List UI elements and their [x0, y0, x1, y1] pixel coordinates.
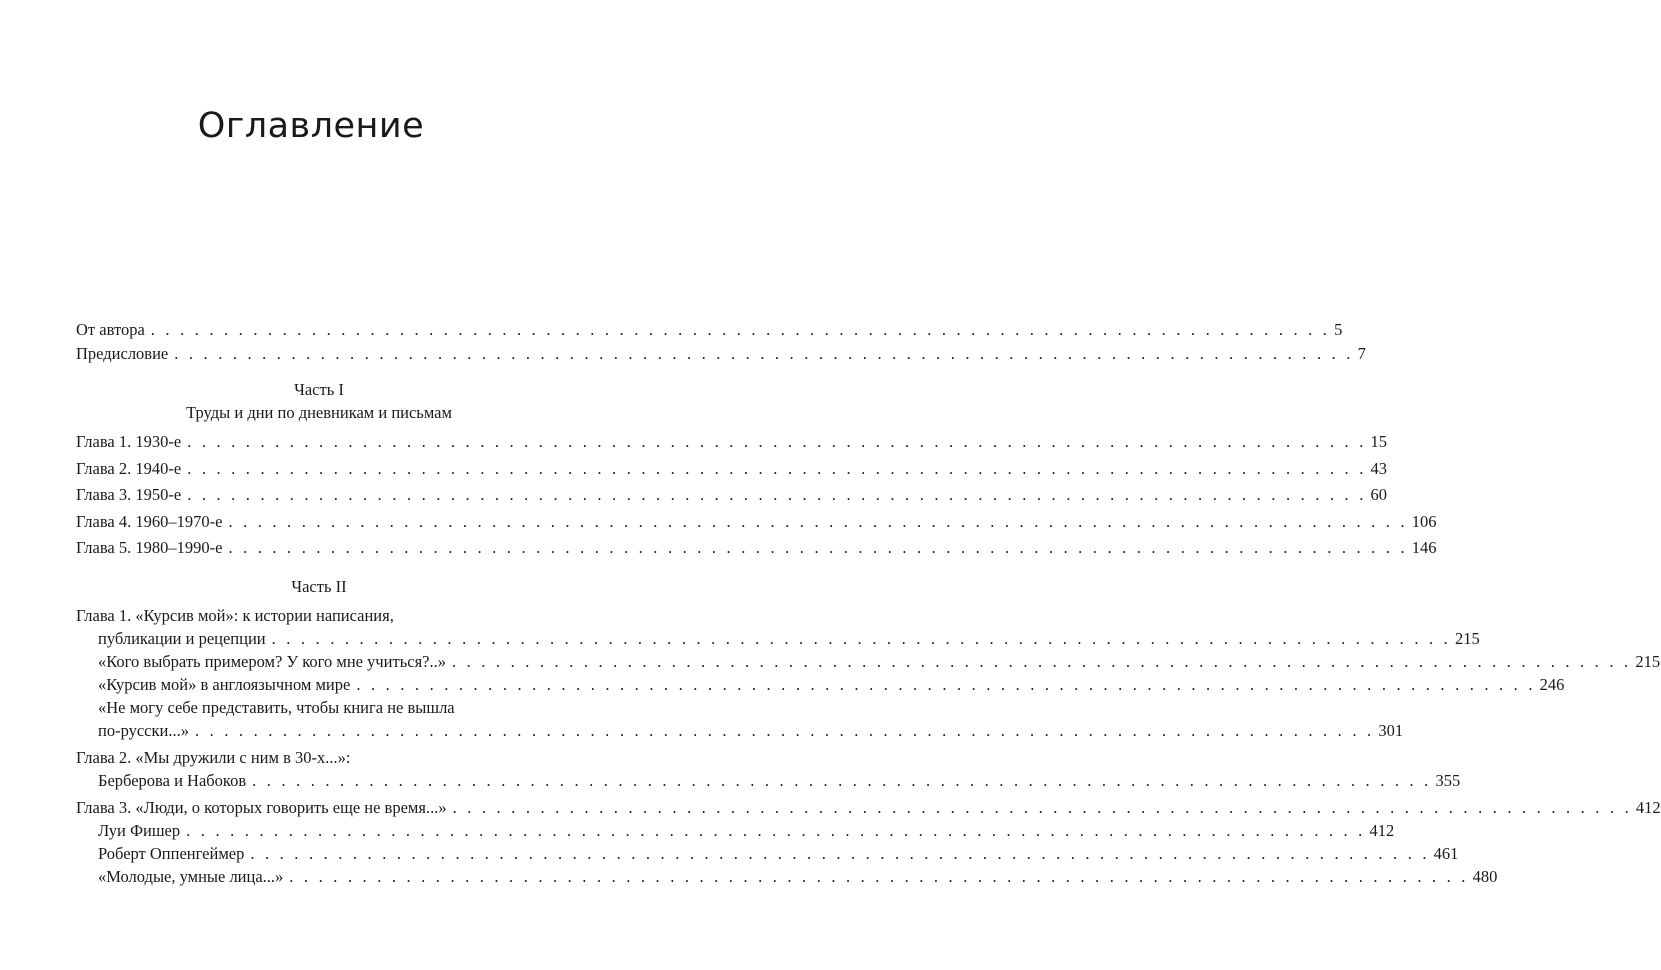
toc-entry-label: Берберова и Набоков [98, 771, 247, 790]
toc-entry-page: 15 [1370, 432, 1388, 451]
toc-entry-page: 215 [1635, 652, 1661, 671]
leader-dots: . . . . . . . . . . . . . . . . . . . . . . . . . . . . . . . . . . . . . . . . . . . . . . . . . . . . . . . . . . . . . . . . . . . . . . . . . . . . . . . . . [252, 771, 1432, 790]
leader-dots: . . . . . . . . . . . . . . . . . . . . . . . . . . . . . . . . . . . . . . . . . . . . . . . . . . . . . . . . . . . . . . . . . . . . . . . . . . . . . . . . . [187, 432, 1367, 451]
toc-entry-page: 146 [1411, 538, 1437, 557]
toc-entry-page: 215 [1454, 629, 1480, 648]
toc-entry-label: Луи Фишер [98, 821, 181, 840]
toc-entry [76, 511, 1437, 539]
toc-entry-label: Глава 1. 1930-е [76, 432, 182, 451]
part-heading: Часть I [294, 380, 344, 399]
toc-subentry [76, 675, 1565, 698]
toc-entry [76, 798, 1661, 821]
toc-subentry-title: «Не могу себе представить, чтобы книга не вышла [98, 698, 455, 717]
toc-entry-label: Глава 3. 1950-е [76, 485, 182, 504]
leader-dots: . . . . . . . . . . . . . . . . . . . . . . . . . . . . . . . . . . . . . . . . . . . . . . . . . . . . . . . . . . . . . . . . . . . . . . . . . . . . . . . . . [452, 798, 1632, 817]
leader-dots: . . . . . . . . . . . . . . . . . . . . . . . . . . . . . . . . . . . . . . . . . . . . . . . . . . . . . . . . . . . . . . . . . . . . . . . . . . . . . . . . . [174, 344, 1354, 363]
toc-front [76, 320, 1366, 368]
leader-dots: . . . . . . . . . . . . . . . . . . . . . . . . . . . . . . . . . . . . . . . . . . . . . . . . . . . . . . . . . . . . . . . . . . . . . . . . . . . . . . . . . [228, 538, 1408, 557]
toc-subentry [76, 844, 1459, 867]
toc-entry [76, 458, 1388, 486]
leader-dots: . . . . . . . . . . . . . . . . . . . . . . . . . . . . . . . . . . . . . . . . . . . . . . . . . . . . . . . . . . . . . . . . . . . . . . . . . . . . . . . . . [271, 629, 1451, 648]
leader-dots: . . . . . . . . . . . . . . . . . . . . . . . . . . . . . . . . . . . . . . . . . . . . . . . . . . . . . . . . . . . . . . . . . . . . . . . . . . . . . . . . . [194, 721, 1375, 740]
toc-chapter-title: Глава 2. «Мы дружили с ним в 30-х...»: [76, 748, 351, 767]
leader-dots: . . . . . . . . . . . . . . . . . . . . . . . . . . . . . . . . . . . . . . . . . . . . . . . . . . . . . . . . . . . . . . . . . . . . . . . . . . . . . . . . . [150, 320, 1331, 339]
toc-entry [76, 771, 1461, 798]
part-subtitle: Труды и дни по дневникам и письмам [186, 403, 452, 422]
toc-entry-page: 461 [1433, 844, 1459, 863]
leader-dots: . . . . . . . . . . . . . . . . . . . . . . . . . . . . . . . . . . . . . . . . . . . . . . . . . . . . . . . . . . . . . . . . . . . . . . . . . . . . . . . . . [250, 844, 1430, 863]
toc-entry [76, 485, 1388, 512]
toc-chapter-title: Глава 1. «Курсив мой»: к истории написания, [76, 606, 394, 625]
leader-dots: . . . . . . . . . . . . . . . . . . . . . . . . . . . . . . . . . . . . . . . . . . . . . . . . . . . . . . . . . . . . . . . . . . . . . . . . . . . . . . . . . [228, 511, 1408, 531]
toc-entry-label: «Молодые, умные лица...» [98, 867, 284, 886]
toc-subentry [76, 652, 1661, 675]
leader-dots: . . . . . . . . . . . . . . . . . . . . . . . . . . . . . . . . . . . . . . . . . . . . . . . . . . . . . . . . . . . . . . . . . . . . . . . . . . . . . . . . . [187, 458, 1367, 478]
toc-entry [76, 344, 1366, 368]
toc-entry-label: Глава 5. 1980–1990-е [76, 538, 223, 557]
toc-entry-page: 60 [1370, 485, 1388, 504]
toc-entry-label: «Кого выбрать примером? У кого мне учиться?..» [98, 652, 446, 671]
page-title: Оглавление [197, 106, 425, 146]
toc-entry-label: Глава 4. 1960–1970-е [76, 511, 223, 531]
toc-entry-label: Глава 3. «Люди, о которых говорить еще не время...» [76, 798, 447, 817]
toc-part1 [76, 432, 1437, 565]
leader-dots: . . . . . . . . . . . . . . . . . . . . . . . . . . . . . . . . . . . . . . . . . . . . . . . . . . . . . . . . . . . . . . . . . . . . . . . . . . . . . . . . . [356, 675, 1536, 694]
toc-entry-label: публикации и рецепции [98, 629, 266, 648]
toc-part2 [76, 606, 1661, 890]
toc-entry-page: 246 [1539, 675, 1565, 694]
part-heading: Часть II [291, 577, 347, 596]
toc-entry-label: Глава 2. 1940-е [76, 458, 182, 478]
toc-entry [76, 320, 1343, 344]
toc-subentry [76, 821, 1395, 844]
toc-entry [76, 432, 1388, 459]
toc-entry-label: Роберт Оппенгеймер [98, 844, 245, 863]
toc-entry-label: по-русски...» [98, 721, 189, 740]
leader-dots: . . . . . . . . . . . . . . . . . . . . . . . . . . . . . . . . . . . . . . . . . . . . . . . . . . . . . . . . . . . . . . . . . . . . . . . . . . . . . . . . . [186, 821, 1366, 840]
toc-entry-page: 7 [1357, 344, 1366, 363]
toc-entry-page: 301 [1378, 721, 1404, 740]
toc-subentry [76, 867, 1498, 890]
toc-entry-label: «Курсив мой» в англоязычном мире [98, 675, 351, 694]
toc-entry-page: 355 [1435, 771, 1461, 790]
toc-entry-label: От автора [76, 320, 145, 339]
toc-entry [76, 629, 1480, 652]
toc-entry-page: 412 [1369, 821, 1395, 840]
toc-entry-page: 480 [1472, 867, 1498, 886]
leader-dots: . . . . . . . . . . . . . . . . . . . . . . . . . . . . . . . . . . . . . . . . . . . . . . . . . . . . . . . . . . . . . . . . . . . . . . . . . . . . . . . . . [187, 485, 1367, 504]
toc-entry-page: 5 [1334, 320, 1343, 339]
toc-entry-page: 412 [1635, 798, 1661, 817]
leader-dots: . . . . . . . . . . . . . . . . . . . . . . . . . . . . . . . . . . . . . . . . . . . . . . . . . . . . . . . . . . . . . . . . . . . . . . . . . . . . . . . . . [451, 652, 1632, 671]
toc-subentry [76, 721, 1404, 748]
leader-dots: . . . . . . . . . . . . . . . . . . . . . . . . . . . . . . . . . . . . . . . . . . . . . . . . . . . . . . . . . . . . . . . . . . . . . . . . . . . . . . . . . [289, 867, 1469, 886]
toc-entry-label: Предисловие [76, 344, 169, 363]
toc-entry-page: 43 [1370, 458, 1388, 478]
toc-entry [76, 538, 1437, 565]
toc-entry-page: 106 [1411, 511, 1437, 531]
